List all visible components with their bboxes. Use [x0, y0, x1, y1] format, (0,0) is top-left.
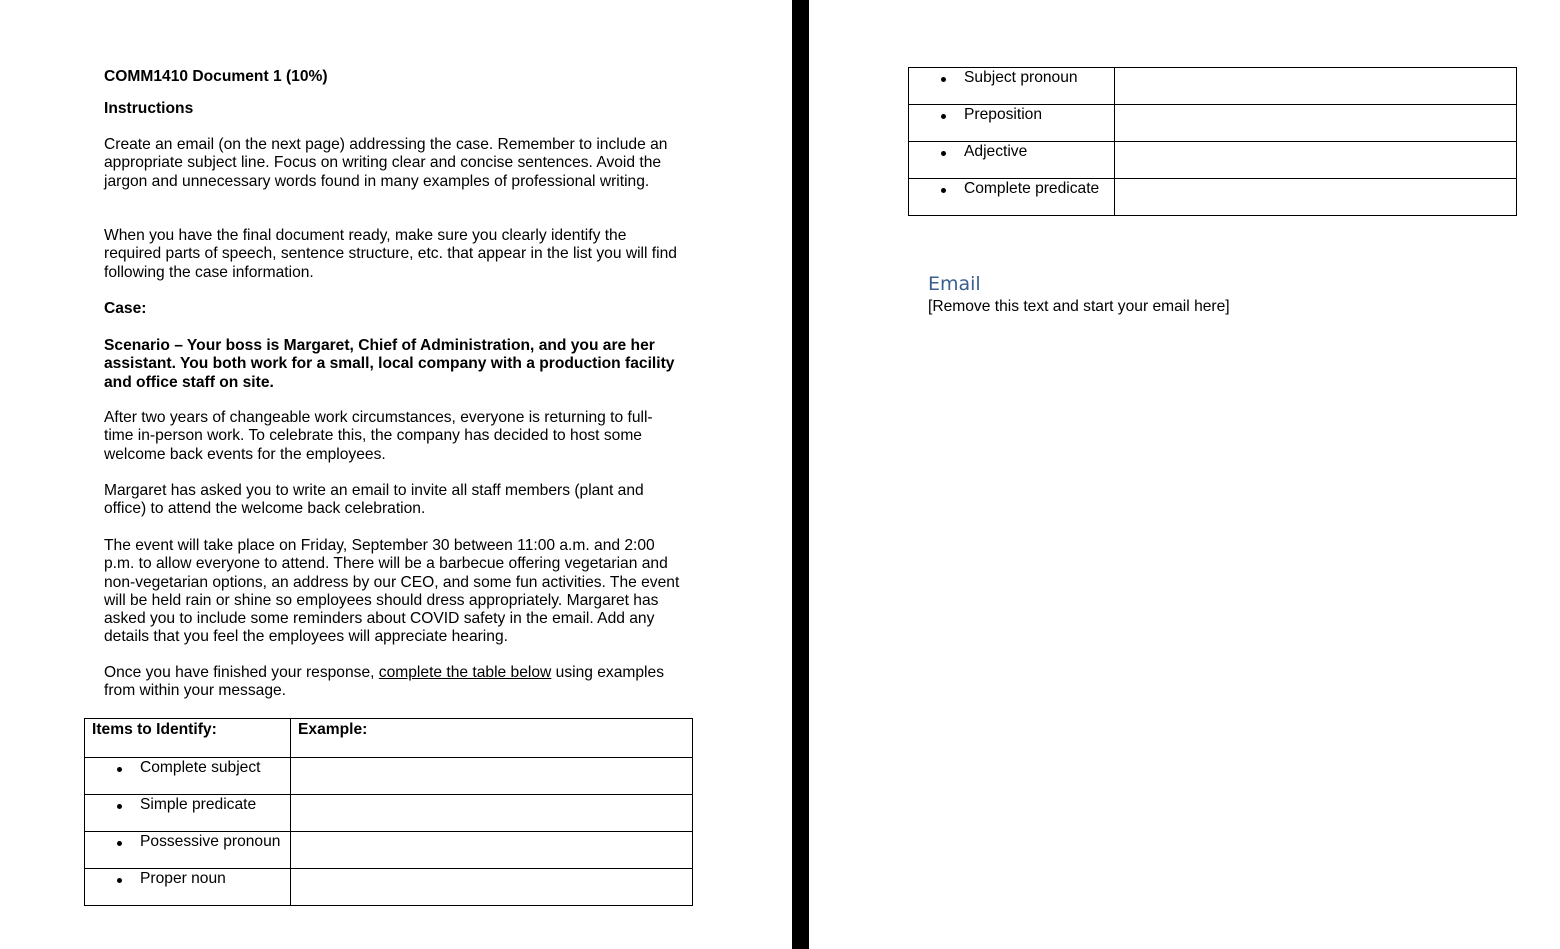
item-cell	[85, 795, 291, 832]
example-cell[interactable]	[1115, 179, 1517, 216]
example-cell[interactable]	[291, 758, 693, 795]
item-cell	[909, 68, 1115, 105]
table-row	[909, 142, 1517, 179]
example-cell[interactable]	[291, 795, 693, 832]
page-divider	[792, 0, 809, 949]
instructions-heading: Instructions	[104, 100, 194, 117]
item-label: Complete predicate	[964, 180, 1100, 197]
table-header-row	[85, 719, 693, 758]
instructions-paragraph-1: Create an email (on the next page) addressing the case. Remember to include an appropriate subject line. Focus on writing clear and concise sentences. Avoid the jargon and unnecessary words found in many examples of professional writing.	[104, 136, 668, 190]
table-row	[85, 869, 693, 906]
header-example-cell: Example:	[291, 719, 693, 758]
identify-table	[84, 718, 693, 906]
item-cell	[85, 758, 291, 795]
document-title: COMM1410 Document 1 (10%)	[104, 68, 328, 85]
case-paragraph-1: After two years of changeable work circumstances, everyone is returning to full-time in-person work. To celebrate this, the company has decided to host some welcome back events for the employees.	[104, 409, 653, 463]
table-row	[909, 68, 1517, 105]
example-cell[interactable]	[1115, 105, 1517, 142]
case-paragraph-3: The event will take place on Friday, September 30 between 11:00 a.m. and 2:00 p.m. to allow everyone to attend. There will be a barbecue offering vegetarian and non-vegetarian options, an address by our CEO, and some fun activities. The event will be held rain or shine so employees should dress appropriately. Margaret has asked you to include some reminders about COVID safety in the email. Add any details that you feel the employees will appreciate hearing.	[104, 537, 680, 646]
header-items-cell: Items to Identify:	[85, 719, 291, 758]
final-instruction	[104, 664, 684, 701]
email-body-placeholder[interactable]: [Remove this text and start your email here]	[928, 298, 1230, 315]
item-cell	[909, 179, 1115, 216]
table-row	[909, 179, 1517, 216]
item-label: Proper noun	[140, 870, 226, 887]
document-page-right	[809, 0, 1560, 949]
bullet-icon	[941, 188, 946, 193]
example-cell[interactable]	[1115, 142, 1517, 179]
example-cell[interactable]	[291, 869, 693, 906]
bullet-icon	[117, 767, 122, 772]
email-heading: Email	[928, 273, 981, 295]
identify-table-continued	[908, 67, 1517, 216]
item-label: Complete subject	[140, 759, 261, 776]
table-row	[85, 832, 693, 869]
table-row	[85, 758, 693, 795]
bullet-icon	[117, 841, 122, 846]
table-row	[909, 105, 1517, 142]
bullet-icon	[117, 878, 122, 883]
bullet-icon	[117, 804, 122, 809]
case-heading: Case:	[104, 300, 147, 317]
item-label: Subject pronoun	[964, 69, 1078, 86]
complete-table-link: complete the table below	[378, 664, 552, 681]
bullet-icon	[941, 77, 946, 82]
final-instruction-text-end: using examples from within your message.	[104, 664, 664, 700]
table-row	[85, 795, 693, 832]
item-label: Preposition	[964, 106, 1043, 123]
final-instruction-text-start: Once you have finished your response,	[104, 664, 379, 681]
item-label: Simple predicate	[140, 796, 257, 813]
case-paragraph-2: Margaret has asked you to write an email to invite all staff members (plant and office) to attend the welcome back celebration.	[104, 482, 644, 518]
item-cell	[85, 832, 291, 869]
item-cell	[909, 142, 1115, 179]
item-cell	[85, 869, 291, 906]
item-cell	[909, 105, 1115, 142]
scenario-paragraph: Scenario – Your boss is Margaret, Chief of Administration, and you are her assistant. You both work for a small, local company with a production facility and office staff on site.	[104, 337, 675, 391]
bullet-icon	[941, 114, 946, 119]
item-label: Adjective	[964, 143, 1028, 160]
instructions-paragraph-2: When you have the final document ready, make sure you clearly identify the required parts of speech, sentence structure, etc. that appear in the list you will find following the case information.	[104, 227, 677, 281]
example-cell[interactable]	[1115, 68, 1517, 105]
example-cell[interactable]	[291, 832, 693, 869]
item-label: Possessive pronoun	[140, 833, 281, 850]
bullet-icon	[941, 151, 946, 156]
